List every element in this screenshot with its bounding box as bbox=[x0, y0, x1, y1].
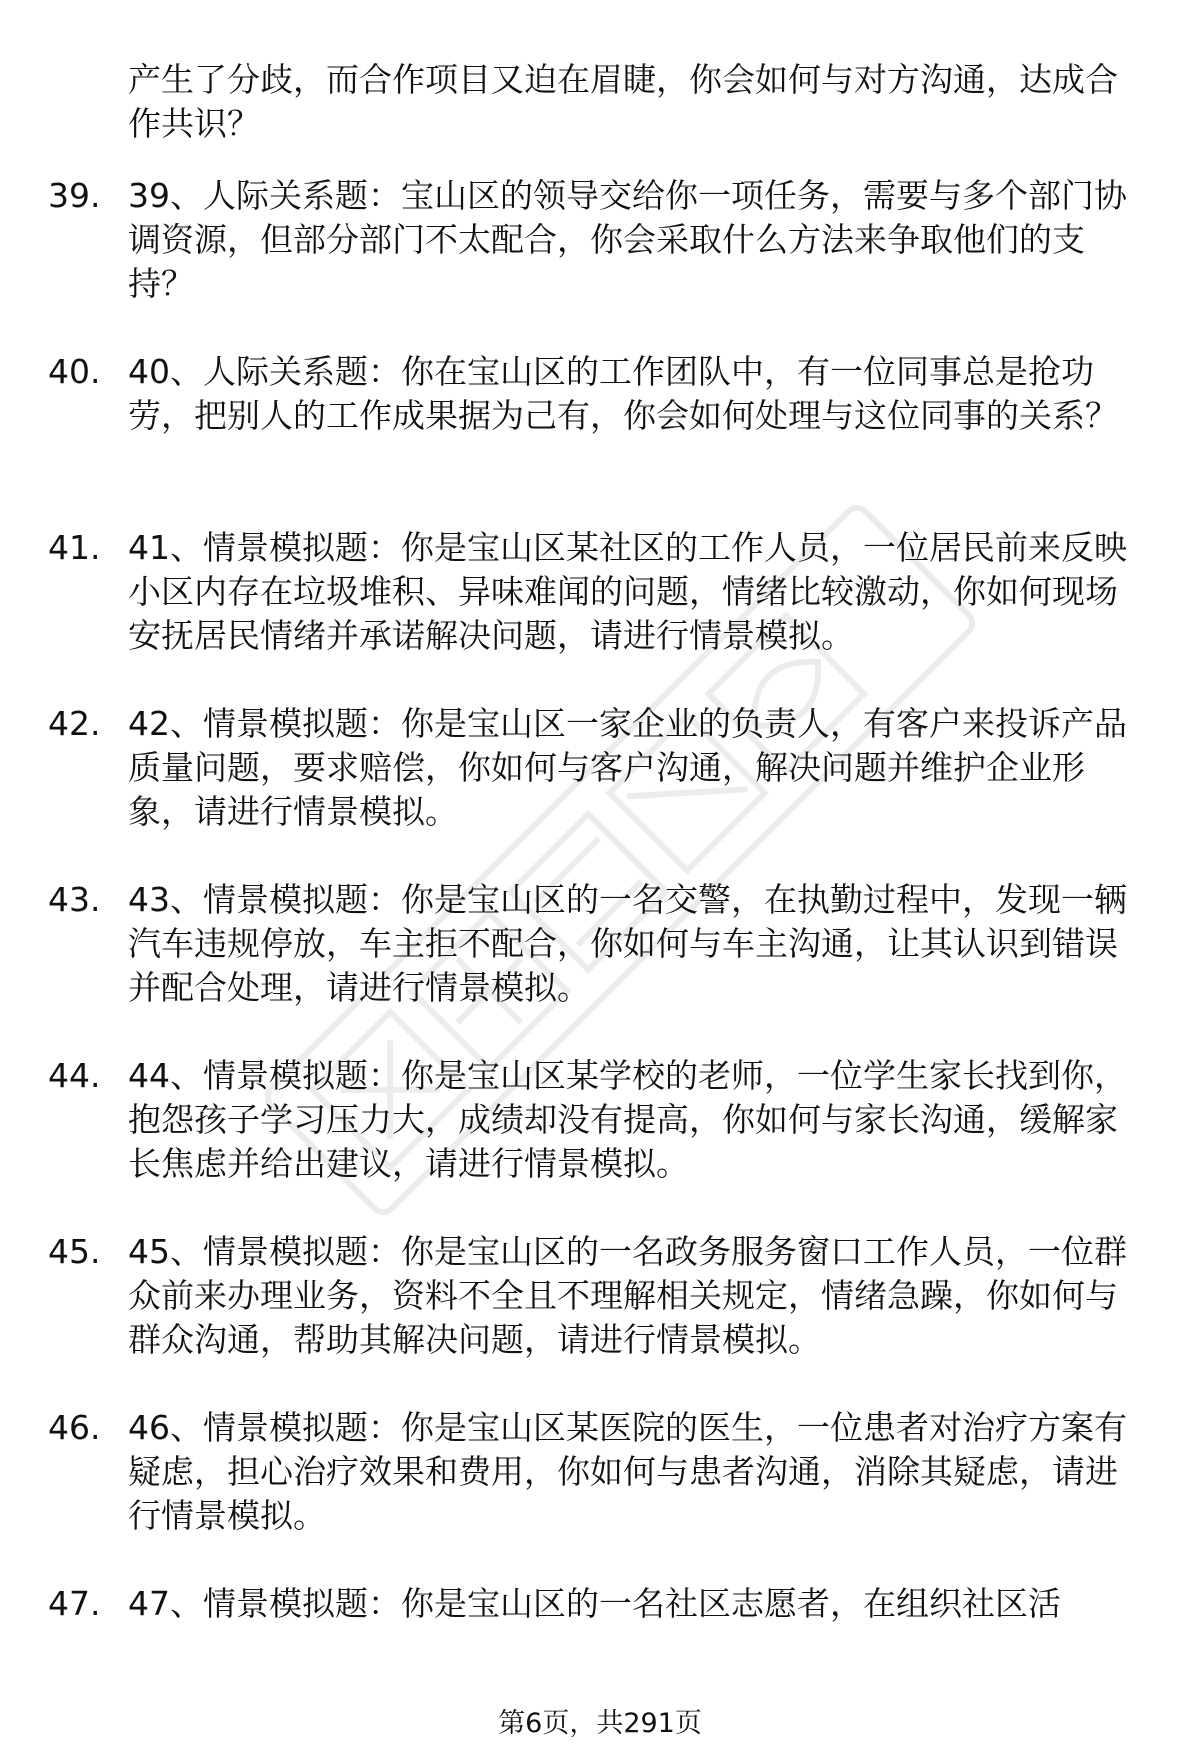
list-item bbox=[0, 1054, 1200, 1187]
question-text: 46、情景模拟题：你是宝山区某医院的医生，一位患者对治疗方案有疑虑，担心治疗效果和费用，你如何与患者沟通，消除其疑虑，请进行情景模拟。 bbox=[128, 1408, 1127, 1535]
list-item bbox=[0, 1230, 1200, 1363]
list-item bbox=[0, 1406, 1200, 1539]
question-text: 45、情景模拟题：你是宝山区的一名政务服务窗口工作人员，一位群众前来办理业务，资料不全且不理解相关规定，情绪急躁，你如何与群众沟通，帮助其解决问题，请进行情景模拟。 bbox=[128, 1232, 1127, 1359]
question-text: 41、情景模拟题：你是宝山区某社区的工作人员，一位居民前来反映小区内存在垃圾堆积、异味难闻的问题，情绪比较激动，你如何现场安抚居民情绪并承诺解决问题，请进行情景模拟。 bbox=[128, 528, 1127, 655]
question-number: 39. bbox=[48, 176, 101, 215]
list-item bbox=[0, 702, 1200, 835]
list-item bbox=[0, 174, 1200, 307]
question-number: 43. bbox=[48, 880, 101, 919]
question-text: 40、人际关系题：你在宝山区的工作团队中，有一位同事总是抢功劳，把别人的工作成果据为己有，你会如何处理与这位同事的关系？ bbox=[128, 352, 1118, 435]
question-text: 42、情景模拟题：你是宝山区一家企业的负责人，有客户来投诉产品质量问题，要求赔偿，你如何与客户沟通，解决问题并维护企业形象，请进行情景模拟。 bbox=[128, 704, 1127, 831]
question-number: 42. bbox=[48, 704, 101, 743]
list-item bbox=[0, 526, 1200, 659]
continuation-paragraph: 产生了分歧，而合作项目又迫在眉睫，你会如何与对方沟通，达成合作共识？ bbox=[128, 60, 1118, 143]
question-number: 47. bbox=[48, 1584, 101, 1623]
page-footer: 第6页，共291页 bbox=[498, 1708, 702, 1739]
question-number: 45. bbox=[48, 1232, 101, 1271]
list-item bbox=[0, 878, 1200, 1011]
question-text: 44、情景模拟题：你是宝山区某学校的老师，一位学生家长找到你，抱怨孩子学习压力大，成绩却没有提高，你如何与家长沟通，缓解家长焦虑并给出建议，请进行情景模拟。 bbox=[128, 1056, 1127, 1183]
list-item bbox=[0, 350, 1200, 483]
question-text: 43、情景模拟题：你是宝山区的一名交警，在执勤过程中，发现一辆汽车违规停放，车主拒不配合，你如何与车主沟通，让其认识到错误并配合处理，请进行情景模拟。 bbox=[128, 880, 1127, 1007]
list-item bbox=[0, 1582, 1200, 1715]
question-number: 44. bbox=[48, 1056, 101, 1095]
question-text: 39、人际关系题：宝山区的领导交给你一项任务，需要与多个部门协调资源，但部分部门不太配合，你会采取什么方法来争取他们的支持？ bbox=[128, 176, 1127, 303]
question-list bbox=[0, 174, 1200, 1758]
question-text: 47、情景模拟题：你是宝山区的一名社区志愿者，在组织社区活 bbox=[128, 1584, 1061, 1623]
question-number: 46. bbox=[48, 1408, 101, 1447]
question-number: 41. bbox=[48, 528, 101, 567]
question-number: 40. bbox=[48, 352, 101, 391]
